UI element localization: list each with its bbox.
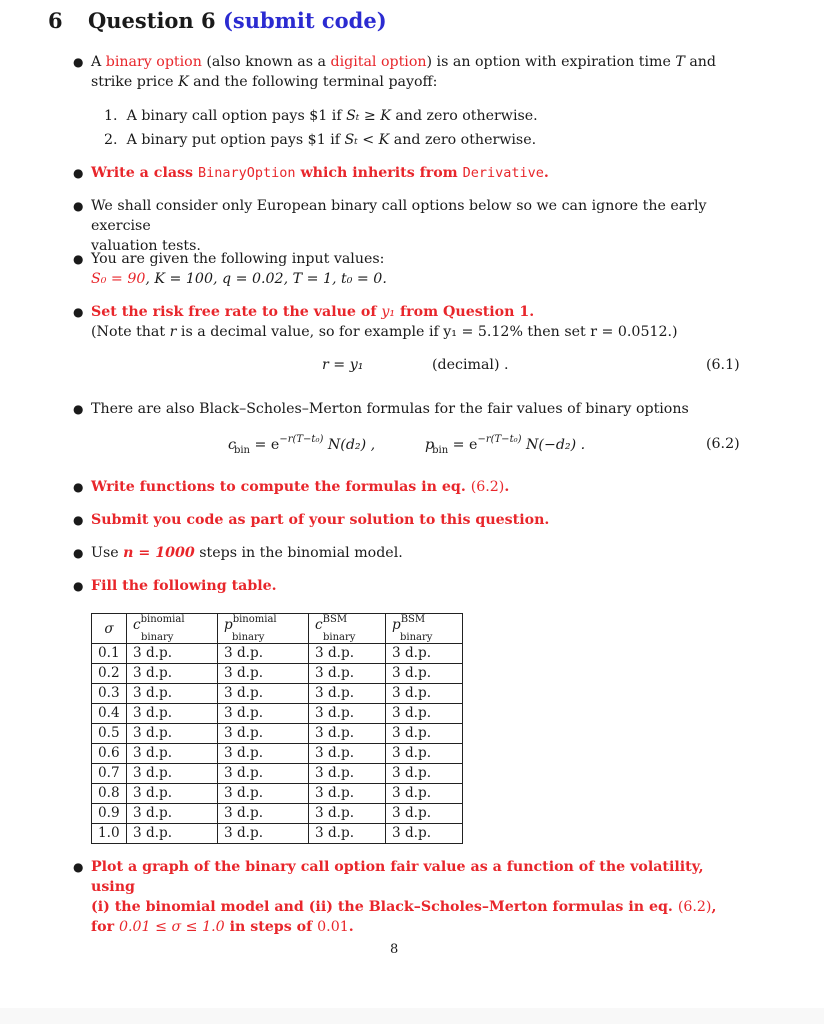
table-body — [92, 644, 463, 844]
equation-reference[interactable]: (6.2) — [677, 899, 712, 915]
bullet-icon: ● — [73, 55, 84, 69]
sigma-cell: 0.3 — [92, 684, 127, 704]
value-cell: 3 d.p. — [309, 764, 386, 784]
bullet-icon: ● — [73, 513, 84, 527]
table-row — [92, 684, 463, 704]
list-item: 1. A binary call option pays $1 if Sₜ ≥ K and zero otherwise. — [104, 108, 538, 124]
bullet-input-values: ● You are given the following input values: S₀ = 90, K = 100, q = 0.02, T = 1, t₀ = 0. — [73, 251, 387, 287]
column-header-sigma: σ — [92, 614, 127, 644]
code-binaryoption: BinaryOption — [197, 165, 296, 181]
value-cell: 3 d.p. — [309, 804, 386, 824]
table-row — [92, 804, 463, 824]
bullet-icon: ● — [73, 305, 84, 319]
value-cell: 3 d.p. — [127, 784, 218, 804]
value-cell: 3 d.p. — [386, 684, 463, 704]
value-cell: 3 d.p. — [309, 644, 386, 664]
value-cell: 3 d.p. — [127, 804, 218, 824]
sigma-cell: 0.2 — [92, 664, 127, 684]
value-cell: 3 d.p. — [218, 724, 309, 744]
bullet-submit-code: ● Submit you code as part of your solution to this question. — [73, 512, 550, 528]
sigma-cell: 0.9 — [92, 804, 127, 824]
column-header: $p^{binomial}$ binary — [218, 614, 309, 644]
value-cell: 3 d.p. — [127, 684, 218, 704]
bullet-write-functions: ● Write functions to compute the formulas in eq. (6.2). — [73, 479, 510, 495]
section-title: Question 6 — [88, 8, 216, 33]
table-row — [92, 824, 463, 844]
bullet-european-note: ● We shall consider only European binary call options below so we can ignore the early exercise valuation tests. — [73, 198, 707, 254]
term-binary-option: binary option — [105, 54, 202, 70]
bullet-icon: ● — [73, 546, 84, 560]
value-cell: 3 d.p. — [386, 644, 463, 664]
value-cell: 3 d.p. — [127, 824, 218, 844]
sigma-cell: 1.0 — [92, 824, 127, 844]
value-cell: 3 d.p. — [127, 764, 218, 784]
value-cell: 3 d.p. — [218, 804, 309, 824]
sigma-cell: 0.6 — [92, 744, 127, 764]
value-cell: 3 d.p. — [218, 784, 309, 804]
value-cell: 3 d.p. — [218, 764, 309, 784]
code-derivative: Derivative — [462, 165, 544, 181]
table-row — [92, 744, 463, 764]
value-cell: 3 d.p. — [386, 764, 463, 784]
bullet-write-class: ● Write a class BinaryOption which inherits from Derivative. — [73, 165, 549, 181]
equation-6-1: r = y₁ — [322, 357, 364, 373]
equation-6-2-call: $c_{bin} = e^{-r(T-t_0)}$ N(d₂) , — [228, 434, 376, 456]
sigma-cell: 0.7 — [92, 764, 127, 784]
value-cell: 3 d.p. — [309, 824, 386, 844]
value-cell: 3 d.p. — [309, 744, 386, 764]
submit-code-link[interactable]: (submit code) — [222, 8, 387, 33]
equation-6-2-put: $p_{bin} = e^{-r(T-t_0)}$ N(−d₂) . — [425, 434, 586, 456]
viewer-bottom-strip — [0, 1008, 824, 1024]
value-cell: 3 d.p. — [309, 704, 386, 724]
value-cell: 3 d.p. — [127, 744, 218, 764]
bullet-icon: ● — [73, 166, 84, 180]
table-row — [92, 664, 463, 684]
equation-number-6-1: (6.1) — [706, 357, 740, 373]
bullet-fill-table: ● Fill the following table. — [73, 578, 277, 594]
value-cell: 3 d.p. — [127, 664, 218, 684]
bullet-binomial-steps: ● Use n = 1000 steps in the binomial model. — [73, 545, 403, 561]
bullet-plot-graph: ● Plot a graph of the binary call option fair value as a function of the volatility, using (i) the binomial model and (ii) the Black–Scholes–Merton formulas in eq. (6.2), for 0.01 ≤ σ ≤ 1.0 in steps of 0.01. — [73, 859, 717, 935]
value-cell: 3 d.p. — [386, 824, 463, 844]
section-number: 6 — [48, 8, 63, 33]
value-cell: 3 d.p. — [218, 744, 309, 764]
bullet-risk-free-rate: ● Set the risk free rate to the value of y₁ from Question 1. (Note that r is a decimal value, so for example if y₁ = 5.12% then set r = 0.0512.) — [73, 304, 678, 340]
value-cell: 3 d.p. — [386, 744, 463, 764]
value-cell: 3 d.p. — [127, 704, 218, 724]
sigma-cell: 0.4 — [92, 704, 127, 724]
column-header: $c^{binomial}$ binary — [127, 614, 218, 644]
equation-number-6-2: (6.2) — [706, 436, 740, 452]
value-cell: 3 d.p. — [386, 664, 463, 684]
value-cell: 3 d.p. — [309, 664, 386, 684]
sigma-cell: 0.1 — [92, 644, 127, 664]
equation-6-1-rhs: (decimal) . — [432, 357, 509, 373]
sigma-cell: 0.5 — [92, 724, 127, 744]
input-s0: S₀ = 90 — [91, 271, 146, 287]
bullet-icon: ● — [73, 860, 84, 874]
equation-reference[interactable]: (6.2) — [470, 479, 505, 495]
bullet-bsm-formulas: ● There are also Black–Scholes–Merton formulas for the fair values of binary options — [73, 401, 689, 417]
table-row — [92, 724, 463, 744]
results-table — [91, 613, 463, 844]
bullet-icon: ● — [73, 579, 84, 593]
value-cell: 3 d.p. — [218, 684, 309, 704]
value-cell: 3 d.p. — [218, 644, 309, 664]
table-row — [92, 644, 463, 664]
value-cell: 3 d.p. — [386, 724, 463, 744]
value-cell: 3 d.p. — [386, 804, 463, 824]
value-cell: 3 d.p. — [309, 684, 386, 704]
bullet-binary-option-definition: ● A binary option (also known as a digital option) is an option with expiration time T and strike price K and the following terminal payoff: — [73, 54, 717, 90]
table-row — [92, 764, 463, 784]
page-number: 8 — [390, 942, 399, 957]
value-cell: 3 d.p. — [386, 704, 463, 724]
value-cell: 3 d.p. — [218, 824, 309, 844]
bullet-icon: ● — [73, 480, 84, 494]
section-heading — [48, 8, 387, 33]
table-row — [92, 704, 463, 724]
table-row — [92, 784, 463, 804]
column-header: $c^{BSM}$ binary — [309, 614, 386, 644]
bullet-icon: ● — [73, 402, 84, 416]
list-item: 2. A binary put option pays $1 if Sₜ < K and zero otherwise. — [104, 132, 537, 148]
sigma-cell: 0.8 — [92, 784, 127, 804]
value-cell: 3 d.p. — [218, 704, 309, 724]
value-cell: 3 d.p. — [127, 724, 218, 744]
term-digital-option: digital option — [330, 54, 427, 70]
bullet-icon: ● — [73, 252, 84, 266]
value-cell: 3 d.p. — [309, 784, 386, 804]
value-cell: 3 d.p. — [218, 664, 309, 684]
bullet-icon: ● — [73, 199, 84, 213]
column-header: $p^{BSM}$ binary — [386, 614, 463, 644]
value-cell: 3 d.p. — [309, 724, 386, 744]
value-cell: 3 d.p. — [127, 644, 218, 664]
value-cell: 3 d.p. — [386, 784, 463, 804]
